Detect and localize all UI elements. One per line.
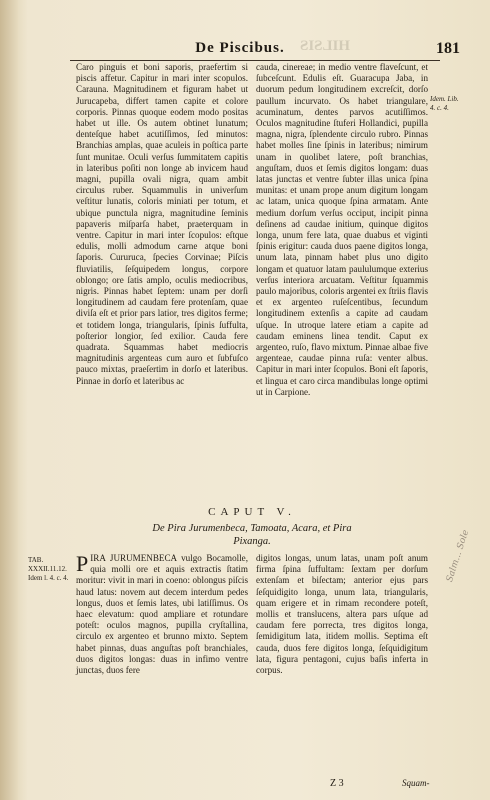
margin-note-right: Idem. Lib. 4. c. 4. [430,95,459,112]
page-gutter [0,0,18,800]
column-3-text: IRA JURUMENBECA vulgo Bocamolle, quia molli ore et aquis extractis ſtatim moritur: vivit in mari in coeno: oblongus piſcis haud latus: novem aut decem interdum pedes longus, duos et ſemis lates, ubi latiſſimus. Os haec elevatum: quod ampliare et rotundare poteſt: oculos magnos, pupilla cryſtallina, circulo ex argenteo et brunno mixto. Septem habet pinnas, duas anguſtas poſt branchiales, duos digitos longas: duas in infimo ventre junctas, duos fere [76,553,248,676]
text-column-2 [256,62,428,398]
bleed-through-text: HILSIS [300,38,351,54]
handwritten-annotation: Salm... Sole [444,528,472,584]
chapter-title [76,522,428,548]
column-2-text: cauda, cinereae; in medio ventre flaveſcunt, et ſubceſcunt. Edulis eſt. Guaracupa Jaba, in duorum pedum longitudinem excreſcit, dorſo paullum incurvato. Os habet triangulare, acuminatum, dentes parvos acutiſſimos. Oculos magnitudine ſtuferi Hollandici, pupilla magna, nigra, ſplendente circulo rubro. Pinnas habet molles ſine ſpinis in lateribus; nimirum unam in quolibet latere, poſt branchias, anguſtam, duos et ſemis digitos longam: duas latas junctas et ventre ſubter illas unica ſpina munitas: et unam prope anum digitum longam ac latam, unica quoque ſpina armatam. Ante medium dorſum verſus occiput, incipit pinna deſinens ad caudae initium, quinque digitos longa, unum fere lata, quae duabus et viginti ſpinis erigitur: cauda duos paene digitos longa, unum lata, pinnam habet plus uno digito longam et quatuor latam paululumque exterius verſus interiora arcuatam. Veſtitur ſquammis paulo majoribus, coloris argentei ex ſtriis flavis et ex argenteo ruſeſcentibus, ſecundum longitudinem extenſis a capite ad caudam uſque. In utroque latere etiam a capite ad caudam eminens linea tendit. Caput ex argenteo, ruſo, flavo mixtum. Pinnae albae five argenteae, caudae pinna ruſa: venter albus. Capitur in mari inter ſcopulos. Boni eſt ſaporis, et lingua et caro circa mandibulas longe optimi ut in Carpione. [256,62,428,397]
running-head: De Piscibus. [195,40,285,56]
column-4-text: digitos longas, unum latas, unam poſt anum firma ſpina ſuffultam: ſextam per dorſum extenſam et biſectam; anterior ejus pars ſeſquidigito longa, unum lata, triangularis, quam erigere et in rimam recondere poteſt, mollis et translucens, altera pars uſque ad caudam fere porrecta, tres digitos longa, ſemidigitum lata, itidem mollis. Septima eſt cauda, duos fere digitos longa, ſeſquidigitum lata, figura pentagoni, cujus baſis inferta in corpus. [256,553,428,676]
margin-note-left: TAB. XXXII.11.12. Idem l. 4. c. 4. [28,556,69,582]
drop-cap: P [76,551,89,576]
text-column-3 [76,553,248,676]
catchword: Squam- [402,778,430,788]
header-rule [70,60,440,61]
text-column-4 [256,553,428,676]
text-column-1 [76,62,248,387]
column-1-text: Caro pinguis et boni saporis, praefertim si piscis affetur. Capitur in mari inter scopulos. Carauna. Magnitudinem et figuram habet ut Jurucapeba, differt tamen capite et colore corporis. Pinnas quoque eodem modo positas habet ut ille. Os autem obtinet lunatum; denteſque habet acutiſſimos, ſed minutos: Branchias amplas, quae aculeis in poſtica parte ſunt munitae. Oculi verſus ſummitatem capitis in lateribus poſiti non longe ab invicem haud magni, pupilla ovali nigra, quam ambit circulus ruber. Squammulis in univerſum veſtitur lunatis, coloris miniati per totum, et ubique punctula nigra, magnitudine ſeminis papaveris miſparſa habet, praeterquam in ventre. Capitur in mari inter ſcopulos: eſtque edulis, molli admodum carne atque boni ſaporis. Cururuca, ſpecies Corvinae; Piſcis fluviatilis, ſeſquipedem longus, corpore oblongo; ore ſatis amplo, oculis mediocribus, nigris. Pinnas habet ſeptem: unam per dorſi longitudinem ad caudam fere protenſam, quae diviſa eſt et prior pars latior, tres digitos ferme; et totidem longa, triangularis, ſpinis ſuffulta, poſterior longior, ſed exilior. Cauda fere quadrata. Squammas habet mediocris magnitudinis argenteas cum auro et ſubfuſco pauco mixtas, praeſertim in dorſo et lateribus. Pinnae in dorſo et lateribus ac [76,62,248,386]
signature-mark: Z 3 [330,778,344,789]
chapter-title-line-2: Pixanga. [233,536,271,547]
chapter-title-line-1: De Pira Jurumenbeca, Tamoata, Acara, et Pira [152,523,352,534]
chapter-heading: CAPUT V. [208,506,296,518]
page-number: 181 [436,40,460,57]
